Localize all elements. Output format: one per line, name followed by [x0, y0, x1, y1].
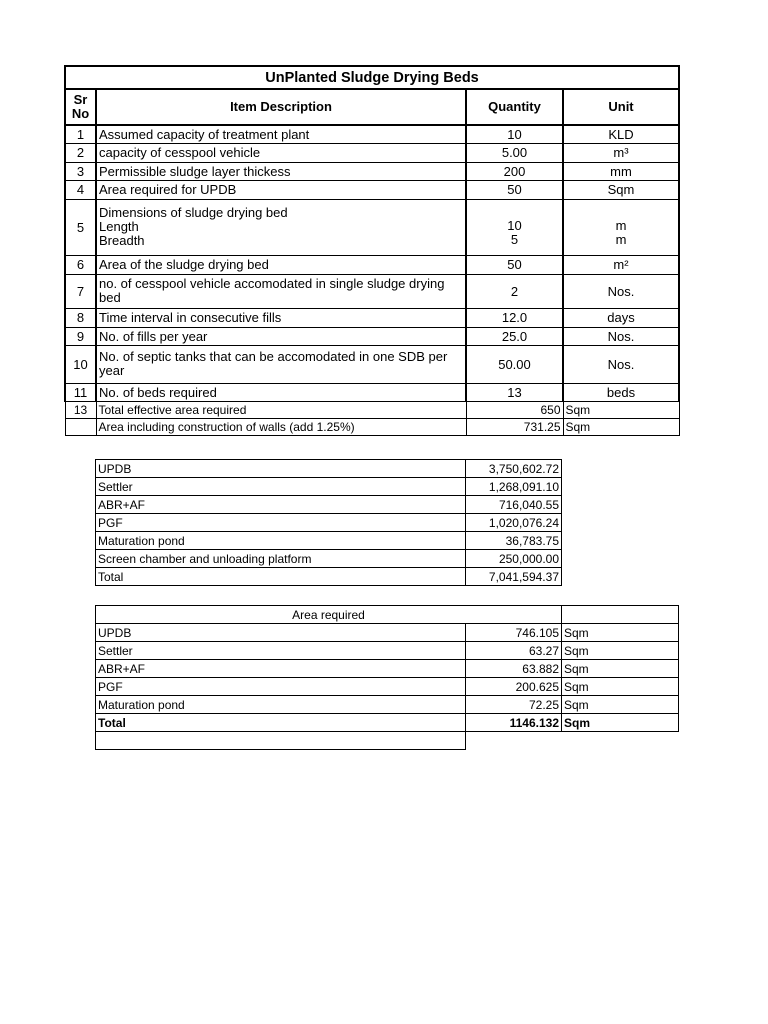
table-row [65, 345, 679, 383]
table-row [96, 696, 679, 714]
row-description: No. of septic tanks that can be accomodated in one SDB per year [96, 345, 466, 383]
area-label: PGF [96, 678, 466, 696]
table-row [65, 401, 679, 418]
area-unit: Sqm [562, 660, 679, 678]
table-title: UnPlanted Sludge Drying Beds [65, 66, 679, 89]
row-sr: 13 [65, 401, 96, 418]
row-description: Time interval in consecutive fills [96, 308, 466, 327]
row-description: Permissible sludge layer thickess [96, 162, 466, 180]
row-description: Area of the sludge drying bed [96, 255, 466, 274]
table-row [96, 532, 562, 550]
row-quantity: 50 [466, 180, 563, 199]
area-unit: Sqm [562, 696, 679, 714]
row-description: no. of cesspool vehicle accomodated in single sludge drying bed [96, 274, 466, 308]
cost-label: Screen chamber and unloading platform [96, 550, 466, 568]
area-label: Maturation pond [96, 696, 466, 714]
row-sr: 11 [65, 383, 96, 401]
cost-label: PGF [96, 514, 466, 532]
description-line: Length [99, 219, 139, 234]
row-quantity: 5.00 [466, 143, 563, 162]
cost-label: ABR+AF [96, 496, 466, 514]
row-unit: days [563, 308, 679, 327]
row-sr [65, 418, 96, 435]
row-sr: 7 [65, 274, 96, 308]
row-unit: beds [563, 383, 679, 401]
area-header: Area required [96, 606, 562, 624]
cost-value: 716,040.55 [466, 496, 562, 514]
table-row [65, 125, 679, 143]
row-description: Assumed capacity of treatment plant [96, 125, 466, 143]
area-unit: Sqm [562, 642, 679, 660]
area-value: 72.25 [466, 696, 562, 714]
table-row [96, 642, 679, 660]
table-row [65, 308, 679, 327]
row-unit: Nos. [563, 327, 679, 345]
row-description: Area required for UPDB [96, 180, 466, 199]
table-row [96, 568, 562, 586]
row-sr: 1 [65, 125, 96, 143]
area-required-table [95, 605, 679, 750]
row-unit: m³ [563, 143, 679, 162]
row-unit: Nos. [563, 345, 679, 383]
header-row [65, 89, 679, 125]
cost-value: 1,020,076.24 [466, 514, 562, 532]
row-quantity: 50 [466, 255, 563, 274]
area-header-row [96, 606, 679, 624]
table-row [96, 460, 562, 478]
area-unit: Sqm [562, 624, 679, 642]
table-row [65, 162, 679, 180]
row-unit: Sqm [563, 418, 679, 435]
description-line: Breadth [99, 233, 145, 248]
row-quantity: 12.0 [466, 308, 563, 327]
unit-line: m [615, 218, 627, 233]
sludge-drying-beds-table [64, 65, 680, 436]
row-sr: 10 [65, 345, 96, 383]
table-row [96, 478, 562, 496]
cost-table [95, 459, 562, 586]
cost-label: Settler [96, 478, 466, 496]
row-quantity [466, 199, 563, 255]
row-description: No. of fills per year [96, 327, 466, 345]
table-row [65, 255, 679, 274]
cost-value: 36,783.75 [466, 532, 562, 550]
table-row [65, 143, 679, 162]
row-quantity: 650 [466, 401, 563, 418]
table-row [65, 383, 679, 401]
area-header-blank [562, 606, 679, 624]
area-value: 746.105 [466, 624, 562, 642]
row-description [96, 199, 466, 255]
table-row [65, 327, 679, 345]
table-row [65, 199, 679, 255]
row-quantity: 200 [466, 162, 563, 180]
table-row [96, 550, 562, 568]
area-unit: Sqm [562, 714, 679, 732]
row-sr: 5 [65, 199, 96, 255]
area-unit: Sqm [562, 678, 679, 696]
row-sr: 2 [65, 143, 96, 162]
area-label: Total [96, 714, 466, 732]
row-sr: 4 [65, 180, 96, 199]
row-quantity: 2 [466, 274, 563, 308]
table-title-row [65, 66, 679, 89]
row-unit [563, 199, 679, 255]
row-quantity: 13 [466, 383, 563, 401]
row-unit: m² [563, 255, 679, 274]
table-row [96, 660, 679, 678]
table-row [96, 678, 679, 696]
row-description: Total effective area required [96, 401, 466, 418]
unit-line: m [615, 232, 627, 247]
row-quantity: 25.0 [466, 327, 563, 345]
row-unit: Sqm [563, 180, 679, 199]
quantity-line: 5 [510, 232, 519, 247]
table-row [96, 496, 562, 514]
cost-label: Total [96, 568, 466, 586]
row-sr: 9 [65, 327, 96, 345]
row-quantity: 731.25 [466, 418, 563, 435]
cost-label: UPDB [96, 460, 466, 478]
area-label: ABR+AF [96, 660, 466, 678]
area-value: 63.27 [466, 642, 562, 660]
cost-value: 1,268,091.10 [466, 478, 562, 496]
cost-value: 250,000.00 [466, 550, 562, 568]
area-label: UPDB [96, 624, 466, 642]
quantity-line: 10 [507, 218, 522, 233]
table-row [65, 274, 679, 308]
cost-label: Maturation pond [96, 532, 466, 550]
row-sr: 3 [65, 162, 96, 180]
area-value: 63.882 [466, 660, 562, 678]
header-unit: Unit [563, 89, 679, 125]
row-quantity: 10 [466, 125, 563, 143]
table-row [96, 624, 679, 642]
header-item-description: Item Description [96, 89, 466, 125]
row-description: capacity of cesspool vehicle [96, 143, 466, 162]
header-quantity: Quantity [466, 89, 563, 125]
area-value: 200.625 [466, 678, 562, 696]
table-row [65, 180, 679, 199]
header-sr-no: Sr No [65, 89, 96, 125]
row-quantity: 50.00 [466, 345, 563, 383]
empty-cell [96, 732, 466, 750]
cost-value: 3,750,602.72 [466, 460, 562, 478]
row-unit: mm [563, 162, 679, 180]
row-sr: 8 [65, 308, 96, 327]
area-total-row [96, 714, 679, 732]
description-line: Dimensions of sludge drying bed [99, 205, 288, 220]
row-unit: KLD [563, 125, 679, 143]
empty-row [96, 732, 679, 750]
row-description: Area including construction of walls (add 1.25%) [96, 418, 466, 435]
row-unit: Nos. [563, 274, 679, 308]
row-unit: Sqm [563, 401, 679, 418]
row-description: No. of beds required [96, 383, 466, 401]
area-value: 1146.132 [466, 714, 562, 732]
table-row [96, 514, 562, 532]
table-row [65, 418, 679, 435]
row-sr: 6 [65, 255, 96, 274]
cost-value: 7,041,594.37 [466, 568, 562, 586]
area-label: Settler [96, 642, 466, 660]
